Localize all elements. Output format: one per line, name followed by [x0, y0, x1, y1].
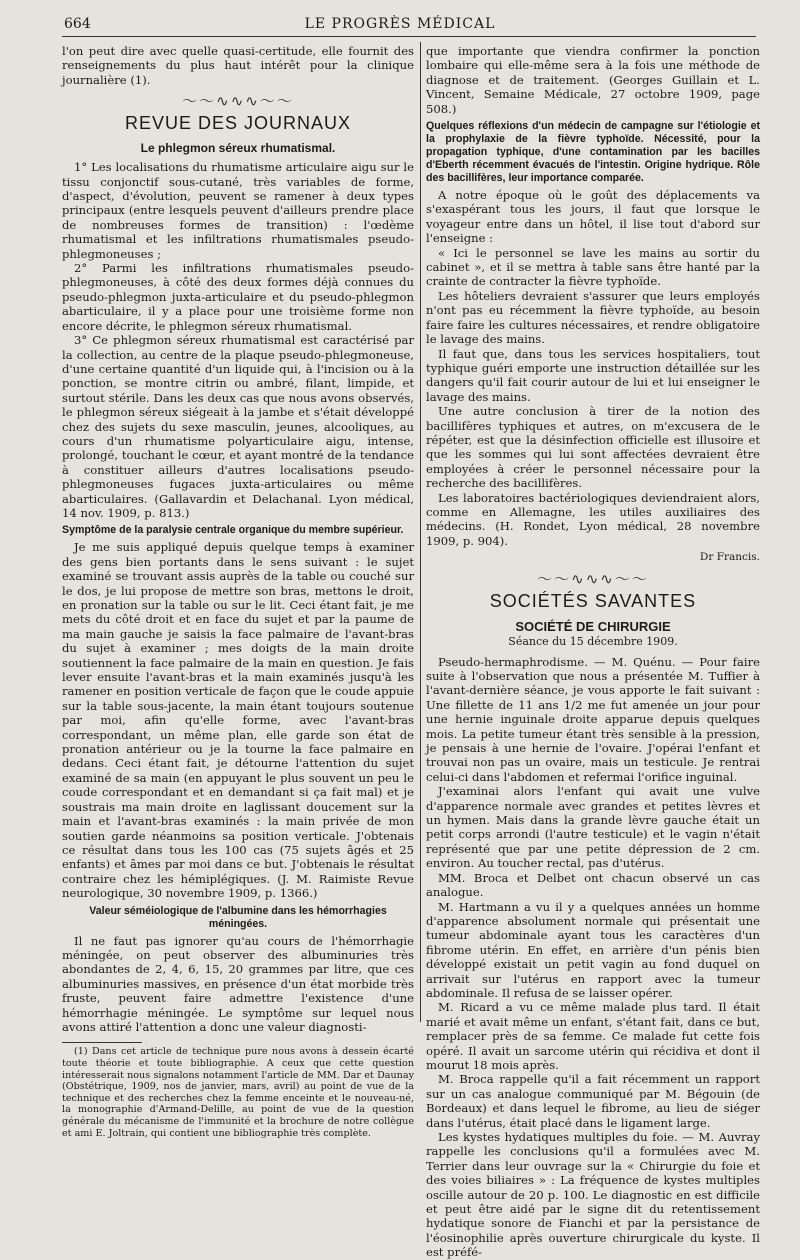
society-paragraph: MM. Broca et Delbet ont chacun observé un cas analogue.	[426, 870, 760, 900]
society-name: SOCIÉTÉ DE CHIRURGIE	[515, 618, 671, 634]
running-header	[0, 0, 800, 46]
article-paragraph: Je me suis appliqué depuis quelque temps à examiner des gens bien portants dans le sens suivant : le sujet examiné se trouvant assis auprès de la table ou couché sur le dos, je lui propose de mettre son bras, mettons le droit, en pronation sur la table ou sur le lit. Ceci étant fait, je me mets du côté droit et en face du sujet et par la paume de ma main gauche je saisis la face palmaire de l'avant-bras du sujet à examiner ; mes doigts de la main droite soutiennent la face palmaire de la main en question. Je fais lever ensuite l'avant-bras et la main examinés jusqu'à les ramener en position verticale de façon que le coude appuie sur la table sous-jacente, la main étant toujours soutenue par moi, afin qu'elle forme, avec l'avant-bras correspondant, un même plan, elle garde son état de pronation antérieur ou je la tourne la face palmaire en dedans. Ceci étant fait, je détourne l'attention du sujet examiné de sa main (en appuyant le plus souvent un peu le coude correspondant et en demandant si ça fait mal) et je soustrais ma main droite en laglissant doucement sur la main et l'avant-bras examinés : la main privée de mon soutien garde néanmoins sa position verticale. J'obtenais ce résultat dans tous les 100 cas (75 sujets âgés et 25 enfants) et âmes par moi dans ce but. J'obtenais le résultat contraire chez les hémiplégiques. (J. M. Raimiste Revue neurologique, 30 novembre 1909, p. 1366.)	[62, 540, 414, 901]
intro-paragraph: l'on peut dire avec quelle quasi-certitude, elle fournit des renseignements du plus haut intérêt pour la clinique journalière (1).	[62, 44, 414, 87]
article-paragraph: Les laboratoires bactériologiques deviendraient alors, comme en Allemagne, les utiles auxiliaires des médecins. (H. Rondet, Lyon médical, 28 novembre 1909, p. 904).	[426, 490, 760, 548]
article-paragraph: Il ne faut pas ignorer qu'au cours de l'hémorrhagie méningée, on peut observer des albuminuries très abondantes de 2, 4, 6, 15, 20 grammes par litre, que ces albuminuries massives, en présence d'un état morbide très fruste, peuvent faire admettre l'existence d'une hémorrhagie méningée. Le symptôme sur lequel nous avons attiré l'attention a donc une valeur diagnosti-	[62, 933, 414, 1034]
footnote-rule	[62, 1042, 142, 1043]
article-paragraph: 3° Ce phlegmon séreux rhumatismal est caractérisé par la collection, au centre de la plaque pseudo-phlegmoneuse, d'une certaine quantité d'un liquide qui, à l'incision ou à la ponction, se montre citrin ou ambré, filant, limpide, et surtout stérile. Dans les deux cas que nous avons observés, le phlegmon séreux siégeait à la jambe et s'était développé chez des sujets du sexe masculin, jeunes, alcooliques, au cours d'un rhumatisme polyarticulaire aigu, intense, prolongé, touchant le cœur, et ayant montré de la tendance à constituer ailleurs d'autres localisations pseudo-phlegmoneuses fugaces juxta-articulaires ou même abarticulaires. (Gallavardin et Delachanal. Lyon médical, 14 nov. 1909, p. 813.)	[62, 333, 414, 520]
left-column	[62, 44, 414, 1139]
section-title-revue: REVUE DES JOURNAUX	[124, 113, 352, 134]
society-paragraph: M. Hartmann a vu il y a quelques années un homme d'apparence absolument normale qui présentait une tumeur abdominale ayant tous les caractères d'un fibrome utérin. En effet, en arrière d'un pénis bien développé existait un petit vagin au fond duquel on arrivait sur l'utérus en rapport avec la tumeur abdominale. Il refusa de se laisser opérer.	[426, 899, 760, 1000]
author-signature: Dr Francis.	[699, 551, 760, 564]
article-paragraph: A notre époque où le goût des déplacements va s'exaspérant tous les jours, il faut que lorsque le voyageur entre dans un hôtel, il lise tout d'abord sur l'enseigne :	[426, 188, 760, 246]
right-column	[426, 44, 760, 1260]
session-date: Séance du 15 décembre 1909.	[508, 634, 678, 648]
society-paragraph: M. Broca rappelle qu'il a fait récemment un rapport sur un cas analogue communiqué par M. Bégouin (de Bordeaux) et dans lequel le fibrome, au lieu de siéger dans l'utérus, était placé dans le ligament large.	[426, 1072, 760, 1130]
article-title-typhoide: Quelques réflexions d'un médecin de campagne sur l'étiologie et la prophylaxie de la fièvre typhoïde. Nécessité, pour la propagation typhique, d'une contamination par les bacilles d'Eberth récemment évacués de l'intestin. Origine hydrique. Rôle des bacillifères, leur importance comparée.	[426, 120, 760, 185]
article-title-paralysie: Symptôme de la paralysie centrale organique du membre supérieur.	[62, 524, 404, 537]
article-paragraph: Il faut que, dans tous les services hospitaliers, tout typhique guéri emporte une instruction détaillée sur les dangers qu'il fait courir autour de lui et lui enseigner le lavage des mains.	[426, 346, 760, 404]
article-paragraph: 1° Les localisations du rhumatisme articulaire aigu sur le tissu conjonctif sous-cutané, très variables de forme, d'aspect, d'évolution, peuvent se ramener à deux types principaux (entre lesquels peuvent d'ailleurs prendre place de nombreuses formes de transition) : l'œdème rhumatismal et les infiltrations rhumatismales pseudo-phlegmoneuses ;	[62, 160, 414, 261]
article-title-phlegmon: Le phlegmon séreux rhumatismal.	[140, 141, 336, 156]
society-paragraph: J'examinai alors l'enfant qui avait une vulve d'apparence normale avec grandes et petites lèvres et un hymen. Mais dans la grande lèvre gauche était un petit corps arrondi (l'autre testicule) et le vagin n'était représenté que par une petite dépression de 2 cm. environ. Au toucher rectal, pas d'utérus.	[426, 784, 760, 871]
article-paragraph: « Ici le personnel se lave les mains au sortir du cabinet », et il se mettra à table sans être hanté par la crainte de contracter la fièvre typhoïde.	[426, 245, 760, 289]
society-paragraph: Les kystes hydatiques multiples du foie. — M. Auvray rappelle les conclusions qu'il a formulées avec M. Terrier dans leur ouvrage sur la « Chirurgie du foie et des voies biliaires » : La fréquence de kystes multiples oscille autour de 20 p. 100. Le diagnostic en est difficile et peut être aidé par le signe dit du retentissement hydatique sonore de Fianchi et par la persistance de l'éosinophilie après ouverture chirurgicale du kyste. Il est préfé-	[426, 1130, 760, 1260]
society-paragraph: Pseudo-hermaphrodisme. — M. Quénu. — Pour faire suite à l'observation que nous a présentée M. Tuffier à l'avant-dernière séance, je vous apporte le fait suivant : Une fillette de 11 ans 1/2 me fut amenée un jour pour une hernie inguinale droite apparue depuis quelques mois. La petite tumeur étant très sensible à la pression, je pensais à une hernie de l'ovaire. J'opérai l'enfant et trouvai non pas un ovaire, mais un testicule. Je rentrai celui-ci dans l'abdomen et refermai l'orifice inguinal.	[426, 654, 760, 784]
article-paragraph: Les hôteliers devraient s'assurer que leurs employés n'ont pas eu récemment la fièvre typhoïde, au besoin faire faire les cultures nécessaires, et rendre obligatoire le lavage des mains.	[426, 288, 760, 347]
society-paragraph: M. Ricard a vu ce même malade plus tard. Il était marié et avait même un enfant, s'étant fait, dans ce but, remplacer près de sa femme. Ce malade fut cette fois opéré. Il avait un sarcome utérin qui récidiva et dont il mourut 18 mois après.	[426, 1000, 760, 1072]
header-rule	[62, 36, 756, 37]
article-title-albumine: Valeur séméiologique de l'albumine dans les hémorrhagies méningées.	[89, 904, 387, 930]
article-paragraph: Une autre conclusion à tirer de la notion des bacillifères typhiques et autres, on m'excusera de le répéter, est que la désinfection officielle est illusoire et que les sommes qui lui sont affectées devraient être employées à créer le personnel nécessaire pour la recherche des bacillifères.	[426, 404, 760, 491]
continued-paragraph: que importante que viendra confirmer la ponction lombaire qui elle-même sera à la fois une méthode de diagnose et de traitement. (Georges Guillain et L. Vincent, Semaine Médicale, 27 octobre 1909, page 508.)	[426, 44, 760, 116]
section-title-societes: SOCIÉTÉS SAVANTES	[489, 590, 697, 611]
journal-title: LE PROGRÈS MÉDICAL	[304, 16, 496, 32]
article-paragraph: 2° Parmi les infiltrations rhumatismales pseudo-phlegmoneuses, à côté des deux formes déjà connues du pseudo-phlegmon juxta-articulaire et du pseudo-phlegmon abarticulaire, il y a place pour une troisième forme non encore décrite, le phlegmon séreux rhumatismal.	[62, 261, 414, 333]
ornament-divider: 〜〜∿∿∿〜〜	[182, 92, 294, 111]
ornament-divider: 〜〜∿∿∿〜〜	[537, 569, 649, 588]
page-number: 664	[64, 16, 91, 32]
column-divider	[420, 42, 421, 1022]
footnote: (1) Dans cet article de technique pure nous avons à dessein écarté toute théorie et toute bibliographie. A ceux que cette question intéresserait nous signalons notamment l'article de MM. Dar et Daunay (Obstétrique, 1909, nos de janvier, mars, avril) au point de vue de la technique et des recherches chez la femme enceinte et le nouveau-né, la monographie d'Armand-Delille, au point de vue de la question générale du mécanisme de l'immunité et la brochure de notre collègue et ami E. Joltrain, qui contient une bibliographie très complète.	[62, 1046, 414, 1139]
